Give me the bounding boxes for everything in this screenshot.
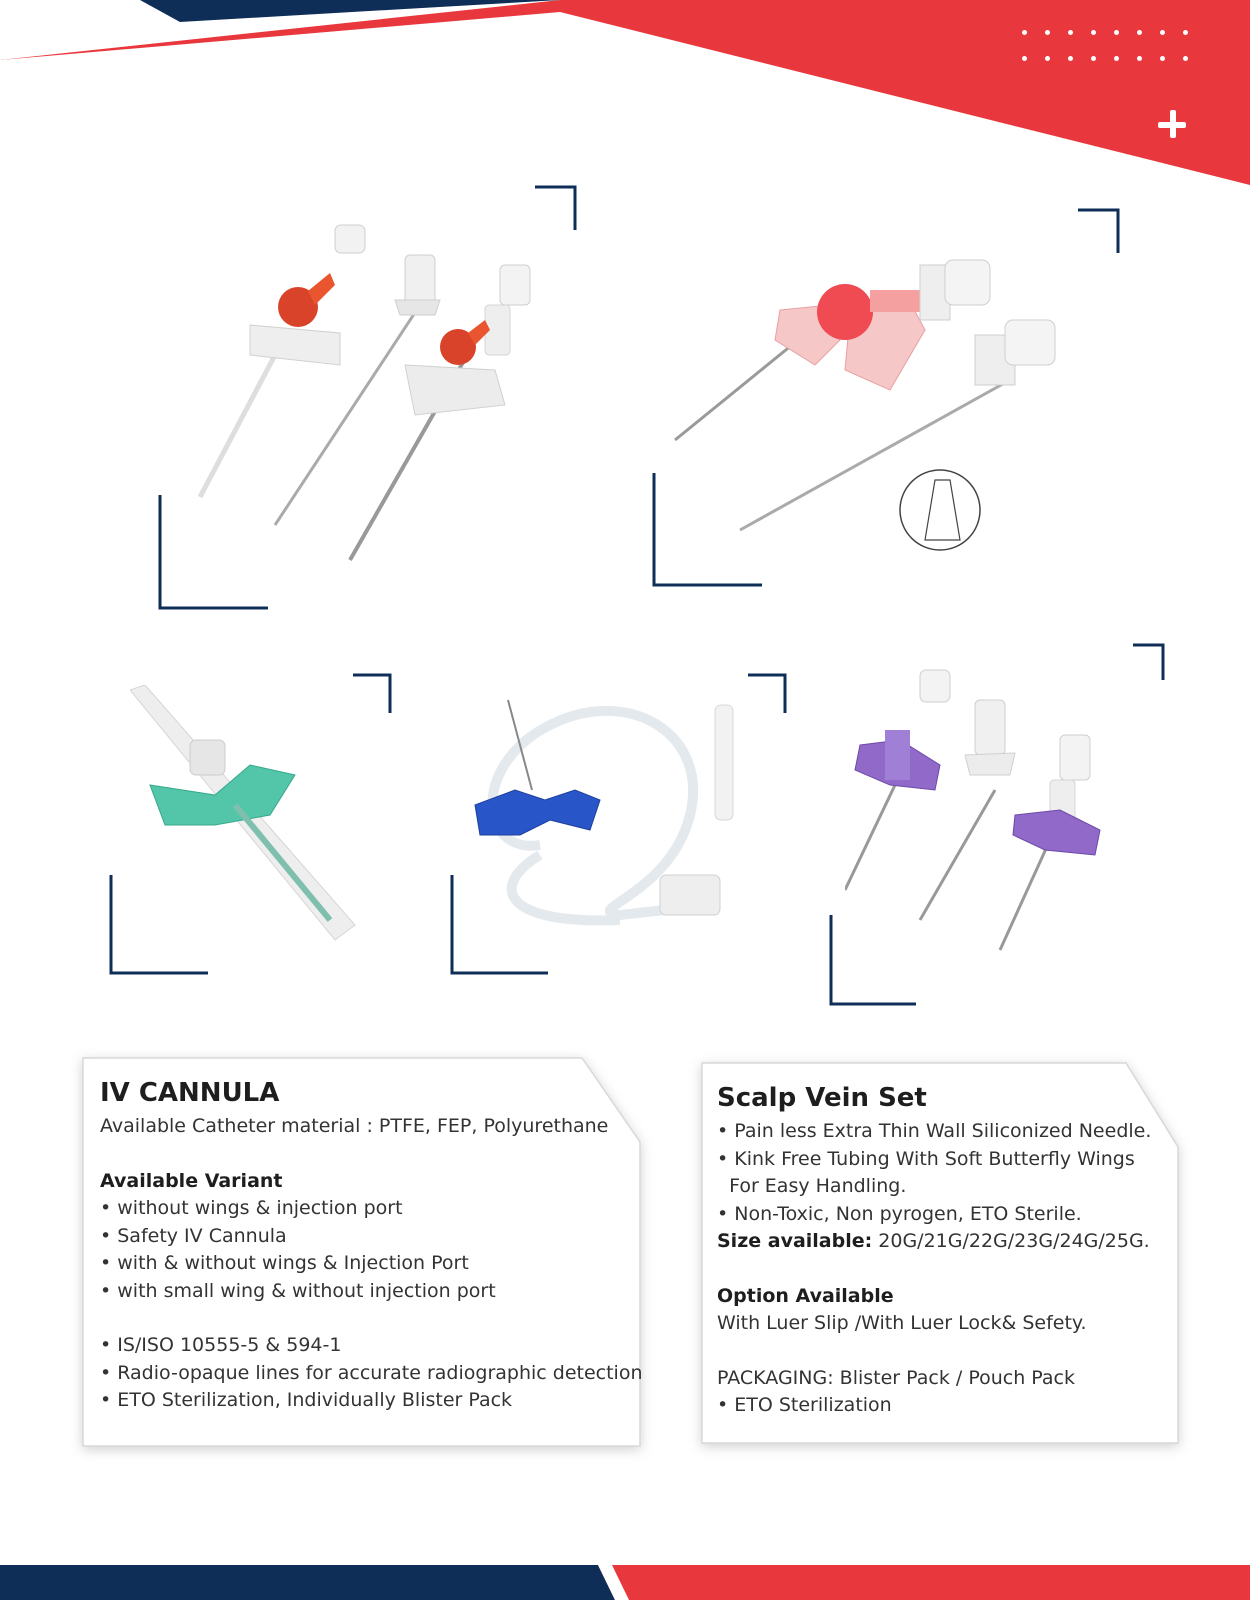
- feature-item: • Radio-opaque lines for accurate radiographic detection: [100, 1361, 643, 1384]
- option-available-heading: Option Available: [717, 1284, 894, 1307]
- catheter-material-text: Available Catheter material : PTFE, FEP, Polyurethane: [100, 1115, 609, 1137]
- feature-item: • Kink Free Tubing With Soft Butterfly Wings: [717, 1147, 1135, 1170]
- scalp-vein-title: Scalp Vein Set: [717, 1083, 927, 1113]
- feature-item: • Non-Toxic, Non pyrogen, ETO Sterile.: [717, 1202, 1082, 1225]
- feature-item: For Easy Handling.: [717, 1175, 907, 1197]
- feature-item: • ETO Sterilization, Individually Blister Pack: [100, 1389, 513, 1411]
- feature-item: • IS/ISO 10555-5 & 594-1: [100, 1334, 342, 1356]
- size-label: Size available:: [717, 1230, 873, 1252]
- variant-item: • with & without wings & Injection Port: [100, 1252, 469, 1274]
- variant-item: • with small wing & without injection port: [100, 1279, 496, 1302]
- scalp-vein-card: [701, 1062, 1181, 1444]
- variant-item: • without wings & injection port: [100, 1197, 403, 1219]
- iv-cannula-card: [82, 1057, 647, 1447]
- iv-cannula-title: IV CANNULA: [100, 1078, 280, 1108]
- available-variant-heading: Available Variant: [100, 1169, 283, 1192]
- variant-item: • Safety IV Cannula: [100, 1224, 287, 1247]
- option-text: With Luer Slip /With Luer Lock& Sefety.: [717, 1312, 1087, 1334]
- packaging-text: PACKAGING: Blister Pack / Pouch Pack: [717, 1366, 1075, 1389]
- size-value: 20G/21G/22G/23G/24G/25G.: [872, 1230, 1150, 1252]
- sterilization-text: • ETO Sterilization: [717, 1394, 892, 1416]
- footer-bar: [0, 1565, 1250, 1600]
- feature-item: • Pain less Extra Thin Wall Siliconized Needle.: [717, 1120, 1152, 1142]
- size-available-row: [717, 1228, 1177, 1256]
